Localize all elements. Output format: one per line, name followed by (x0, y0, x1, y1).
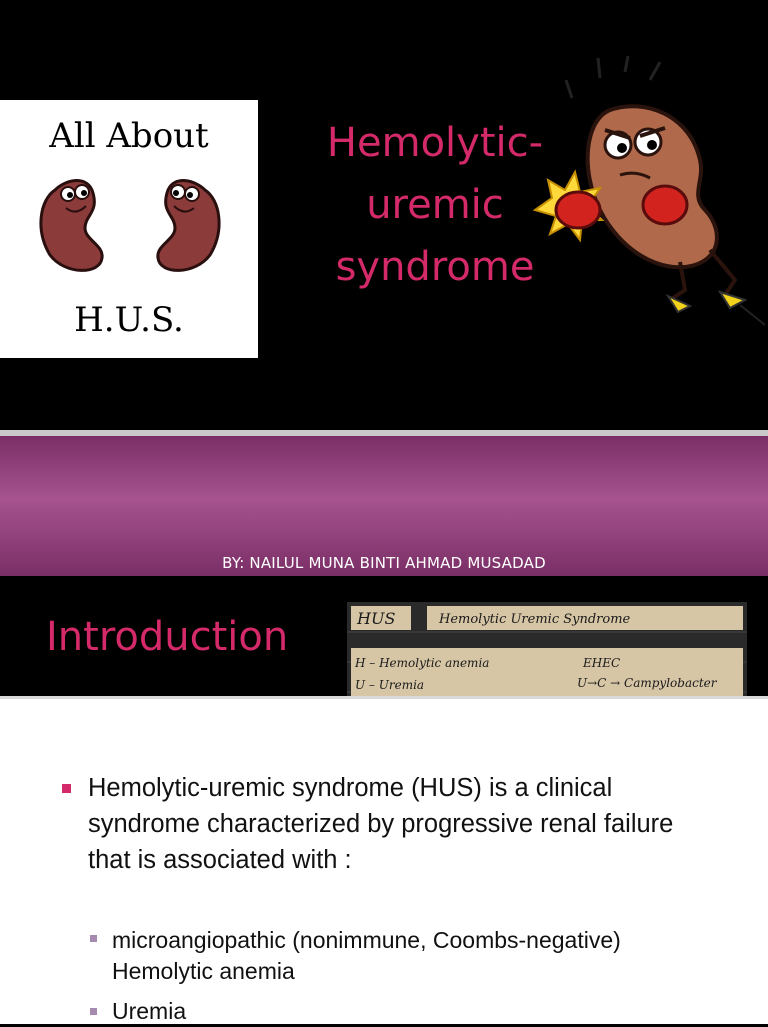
boxing-kidney-icon (530, 50, 768, 330)
title-line: uremic (366, 182, 504, 228)
logo-bottom-text: H.U.S. (74, 300, 184, 340)
title-slide (0, 0, 768, 430)
sub-bullet-marker (90, 935, 97, 942)
intro-title: Introduction (46, 614, 289, 660)
board-row-right: EHEC (583, 656, 621, 670)
sub-bullet-text: microangiopathic (nonimmune, Coombs-negative) Hemolytic anemia (112, 927, 621, 984)
intro-header (0, 576, 768, 696)
kidneys-illustration (30, 170, 230, 280)
board-row-right: U→C → Campylobacter (577, 676, 717, 690)
title-line: Hemolytic- (326, 120, 544, 166)
main-bullet-text: Hemolytic-uremic syndrome (HUS) is a clinical syndrome characterized by progressive renal failure that is associated with : (88, 774, 674, 874)
board-header-right: Hemolytic Uremic Syndrome (439, 612, 631, 627)
board-row-left: H – Hemolytic anemia (355, 656, 490, 670)
right-kidney-icon (158, 181, 219, 271)
bullet-marker (62, 784, 71, 793)
sub-bullet-marker (90, 1008, 97, 1015)
author-text: BY: NAILUL MUNA BINTI AHMAD MUSADAD (222, 554, 546, 572)
author-band (0, 436, 768, 576)
board-row-left: U – Uremia (355, 678, 425, 692)
logo-top-text: All About (49, 116, 209, 156)
hus-logo (0, 100, 258, 358)
board-header-left: HUS (357, 609, 396, 628)
sub-bullet-text: Uremia (112, 998, 187, 1024)
left-kidney-icon (41, 181, 102, 271)
title-line: syndrome (335, 244, 535, 290)
body-top-rule (0, 696, 768, 699)
intro-body (0, 696, 768, 1024)
